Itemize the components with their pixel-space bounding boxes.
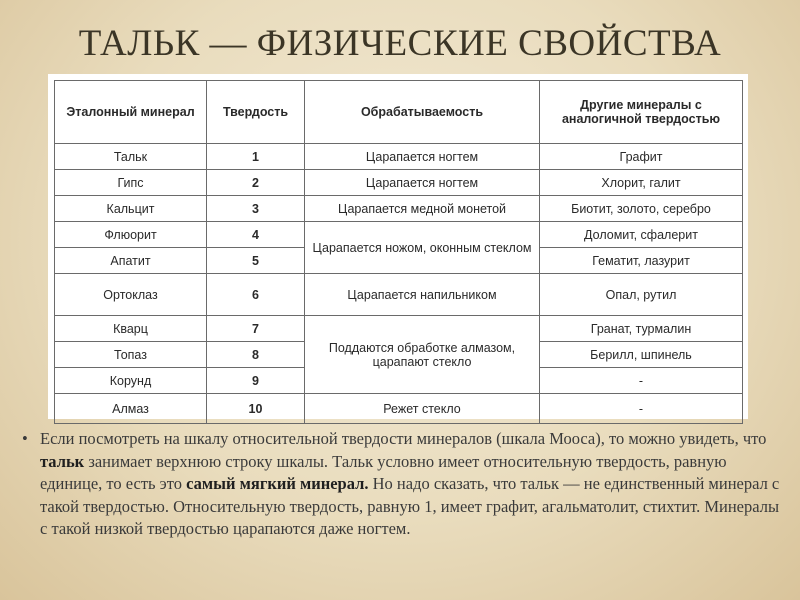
cell-other-minerals: Графит (540, 144, 743, 170)
cell-mineral: Гипс (55, 170, 207, 196)
cell-mineral: Флюорит (55, 222, 207, 248)
cell-other-minerals: Хлорит, галит (540, 170, 743, 196)
table-header-row (55, 81, 743, 144)
cell-hardness: 8 (207, 342, 305, 368)
table-row (55, 394, 743, 424)
cell-mineral: Ортоклаз (55, 274, 207, 316)
cell-mineral: Апатит (55, 248, 207, 274)
header-other-minerals: Другие минералы с аналогичной твердостью (540, 81, 743, 144)
cell-other-minerals: Берилл, шпинель (540, 342, 743, 368)
table-row (55, 196, 743, 222)
cell-mineral: Кварц (55, 316, 207, 342)
paragraph-part: занимает верхнюю строку шкалы. Тальк условно имеет относительную твердость, равную единице, то есть это (40, 451, 727, 493)
cell-hardness: 2 (207, 170, 305, 196)
paragraph-part: Но надо сказать, что тальк — не единственный минерал с такой твердостью. Относительную твердость, равную 1, имеет графит, агальматолит, стихтит. Минералы с такой низкой твердостью царапаются даже ногтем. (40, 474, 780, 538)
hardness-table-container (48, 74, 748, 419)
cell-workability: Царапается ногтем (305, 144, 540, 170)
cell-workability: Царапается ножом, оконным стеклом (305, 222, 540, 274)
cell-mineral: Кальцит (55, 196, 207, 222)
cell-other-minerals: Доломит, сфалерит (540, 222, 743, 248)
cell-other-minerals: - (540, 368, 743, 394)
cell-workability: Царапается медной монетой (305, 196, 540, 222)
cell-hardness: 6 (207, 274, 305, 316)
bold-talc: тальк (40, 451, 85, 471)
cell-other-minerals: Гранат, турмалин (540, 316, 743, 342)
cell-mineral: Корунд (55, 368, 207, 394)
cell-other-minerals: Опал, рутил (540, 274, 743, 316)
cell-other-minerals: - (540, 394, 743, 424)
bullet-list (22, 428, 782, 541)
list-item (22, 428, 782, 541)
cell-mineral: Тальк (55, 144, 207, 170)
cell-hardness: 9 (207, 368, 305, 394)
paragraph-part: Если посмотреть на шкалу относительной твердости минералов (шкала Мооса), то можно увидеть, что (40, 429, 767, 448)
bullet-marker: • (22, 429, 28, 448)
slide-title: ТАЛЬК — ФИЗИЧЕСКИЕ СВОЙСТВА (78, 23, 722, 64)
header-workability: Обрабатываемость (305, 81, 540, 144)
cell-mineral: Алмаз (55, 394, 207, 424)
table-row (55, 144, 743, 170)
paragraph-text (40, 428, 782, 541)
cell-hardness: 4 (207, 222, 305, 248)
cell-other-minerals: Гематит, лазурит (540, 248, 743, 274)
mohs-hardness-table (54, 80, 743, 424)
cell-other-minerals: Биотит, золото, серебро (540, 196, 743, 222)
cell-workability: Поддаются обработке алмазом, царапают стекло (305, 316, 540, 394)
table-row (55, 316, 743, 342)
cell-workability: Царапается напильником (305, 274, 540, 316)
cell-hardness: 1 (207, 144, 305, 170)
cell-hardness: 10 (207, 394, 305, 424)
table-row (55, 170, 743, 196)
cell-workability: Режет стекло (305, 394, 540, 424)
table-row (55, 222, 743, 248)
cell-hardness: 7 (207, 316, 305, 342)
header-hardness: Твердость (207, 81, 305, 144)
header-reference-mineral: Эталонный минерал (55, 81, 207, 144)
cell-mineral: Топаз (55, 342, 207, 368)
table-row (55, 274, 743, 316)
cell-workability: Царапается ногтем (305, 170, 540, 196)
cell-hardness: 3 (207, 196, 305, 222)
cell-hardness: 5 (207, 248, 305, 274)
bold-softest-mineral: самый мягкий минерал. (186, 474, 369, 493)
